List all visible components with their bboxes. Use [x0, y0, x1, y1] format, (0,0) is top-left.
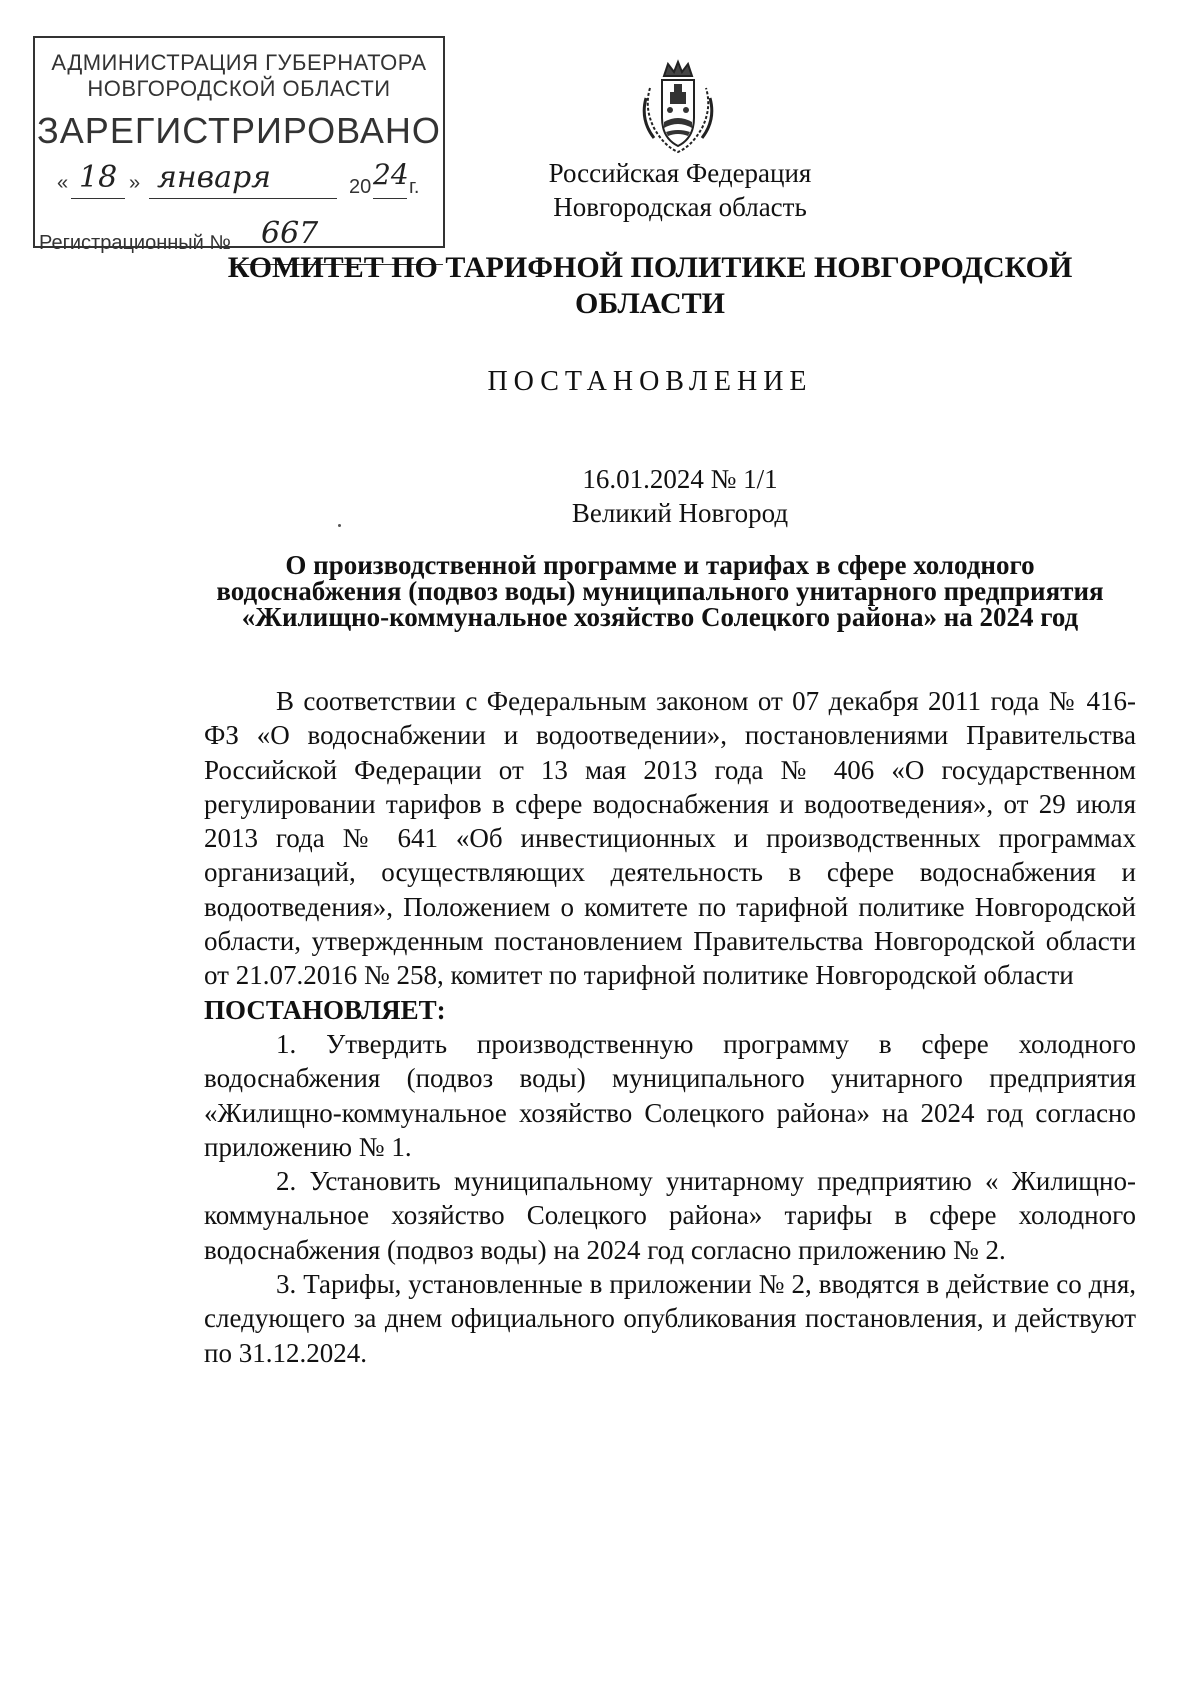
- region-name: Новгородская область: [553, 192, 807, 222]
- stamp-year-suffix: 24: [373, 158, 409, 191]
- document-body: [204, 684, 1136, 1370]
- scan-speck: [338, 524, 341, 527]
- decree-heading: ПОСТАНОВЛЯЕТ:: [204, 994, 446, 1025]
- subject-line3: «Жилищно-коммунальное хозяйство Солецкого района» на 2024 год: [241, 602, 1079, 632]
- registration-stamp: [33, 36, 445, 254]
- date-number: 16.01.2024 № 1/1: [582, 464, 778, 494]
- item-3-paragraph: 3. Тарифы, установленные в приложении № 2, вводятся в действие со дня, следующего за днем официального опубликования постановления, и действуют по 31.12.2024.: [204, 1269, 1136, 1368]
- stamp-year-unit: г.: [409, 176, 420, 198]
- committee-title: [200, 250, 1100, 322]
- country-name: Российская Федерация: [548, 158, 812, 188]
- document-subject: [180, 552, 1140, 630]
- stamp-org-line1: АДМИНИСТРАЦИЯ ГУБЕРНАТОРА: [51, 50, 427, 75]
- item-2-paragraph: 2. Установить муниципальному унитарному предприятию « Жилищно-коммунальное хозяйство Солецкого района» тарифы в сфере холодного водоснабжения (подвоз воды) на 2024 год согласно приложению № 2.: [204, 1166, 1136, 1265]
- committee-line2: ОБЛАСТИ: [575, 287, 725, 320]
- city: Великий Новгород: [571, 498, 789, 528]
- novgorod-coat-of-arms-icon: [640, 58, 716, 158]
- stamp-registered: ЗАРЕГИСТРИРОВАНО: [37, 110, 441, 151]
- preamble-paragraph: В соответствии с Федеральным законом от 07 декабря 2011 года № 416-ФЗ «О водоснабжении и водоотведении», постановлениями Правительства Российской Федерации от 13 мая 2013 года № 406 «О государственном регулировании тарифов в сфере водоснабжения и водоотведения», от 29 июля 2013 года № 641 «Об инвестиционных и производственных программах организаций, осуществляющих деятельность в сфере водоснабжения и водоотведения», Положением о комитете по тарифной политике Новгородской области, утвержденным постановлением Правительства Новгородской области от 21.07.2016 № 258, комитет по тарифной политике Новгородской области: [204, 686, 1136, 991]
- stamp-reg-number: 667: [261, 216, 319, 251]
- item-1-paragraph: 1. Утвердить производственную программу в сфере холодного водоснабжения (подвоз воды) муниципального унитарного предприятия «Жилищно-коммунальное хозяйство Солецкого района» на 2024 год согласно приложению № 1.: [204, 1028, 1136, 1162]
- stamp-day: 18: [79, 160, 118, 195]
- stamp-date-line: « 18 » января 20 24 г.: [57, 158, 420, 198]
- stamp-reg-label: Регистрационный №: [39, 232, 231, 254]
- subject-line1: О производственной программе и тарифах в сфере холодного: [285, 550, 1035, 580]
- document-type: ПОСТАНОВЛЕНИЕ: [487, 366, 813, 397]
- committee-line1: КОМИТЕТ ПО ТАРИФНОЙ ПОЛИТИКЕ НОВГОРОДСКОЙ: [227, 251, 1073, 284]
- date-and-place: [420, 462, 940, 530]
- subject-line2: водоснабжения (подвоз воды) муниципального унитарного предприятия: [216, 576, 1104, 606]
- stamp-org-line2: НОВГОРОДСКОЙ ОБЛАСТИ: [87, 76, 391, 101]
- stamp-year-prefix: 20: [349, 176, 372, 198]
- header-country-block: [540, 156, 820, 224]
- stamp-month: января: [157, 160, 272, 195]
